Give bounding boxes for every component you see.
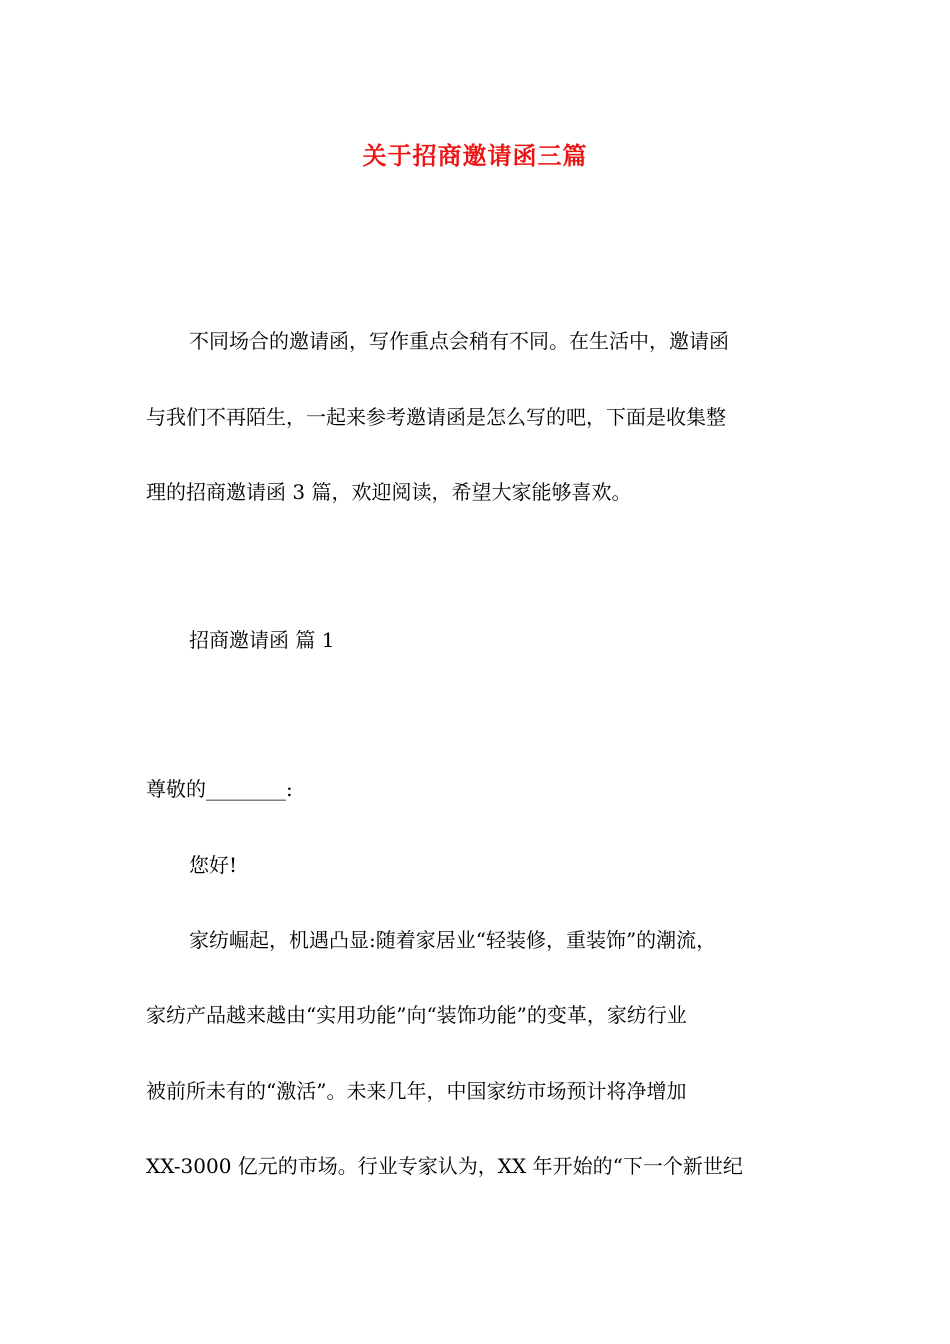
body-line-4: XX-3000 亿元的市场。行业专家认为，XX 年开始的“下一个新世纪 [146, 1154, 743, 1178]
intro-line-3: 理的招商邀请函 3 篇，欢迎阅读，希望大家能够喜欢。 [146, 480, 632, 504]
greeting: 您好! [189, 853, 238, 877]
intro-line-1: 不同场合的邀请函，写作重点会稍有不同。在生活中，邀请函 [189, 329, 729, 353]
section-heading: 招商邀请函 篇 1 [189, 628, 335, 652]
body-line-3: 被前所未有的“激活”。未来几年，中国家纺市场预计将净增加 [146, 1079, 687, 1103]
intro-line-2: 与我们不再陌生，一起来参考邀请函是怎么写的吧，下面是收集整 [146, 405, 726, 429]
body-line-2: 家纺产品越来越由“实用功能”向“装饰功能”的变革，家纺行业 [146, 1003, 687, 1027]
document-title: 关于招商邀请函三篇 [362, 141, 588, 170]
salutation: 尊敬的________: [146, 777, 293, 801]
body-line-1: 家纺崛起，机遇凸显:随着家居业“轻装修，重装饰”的潮流， [189, 928, 717, 952]
